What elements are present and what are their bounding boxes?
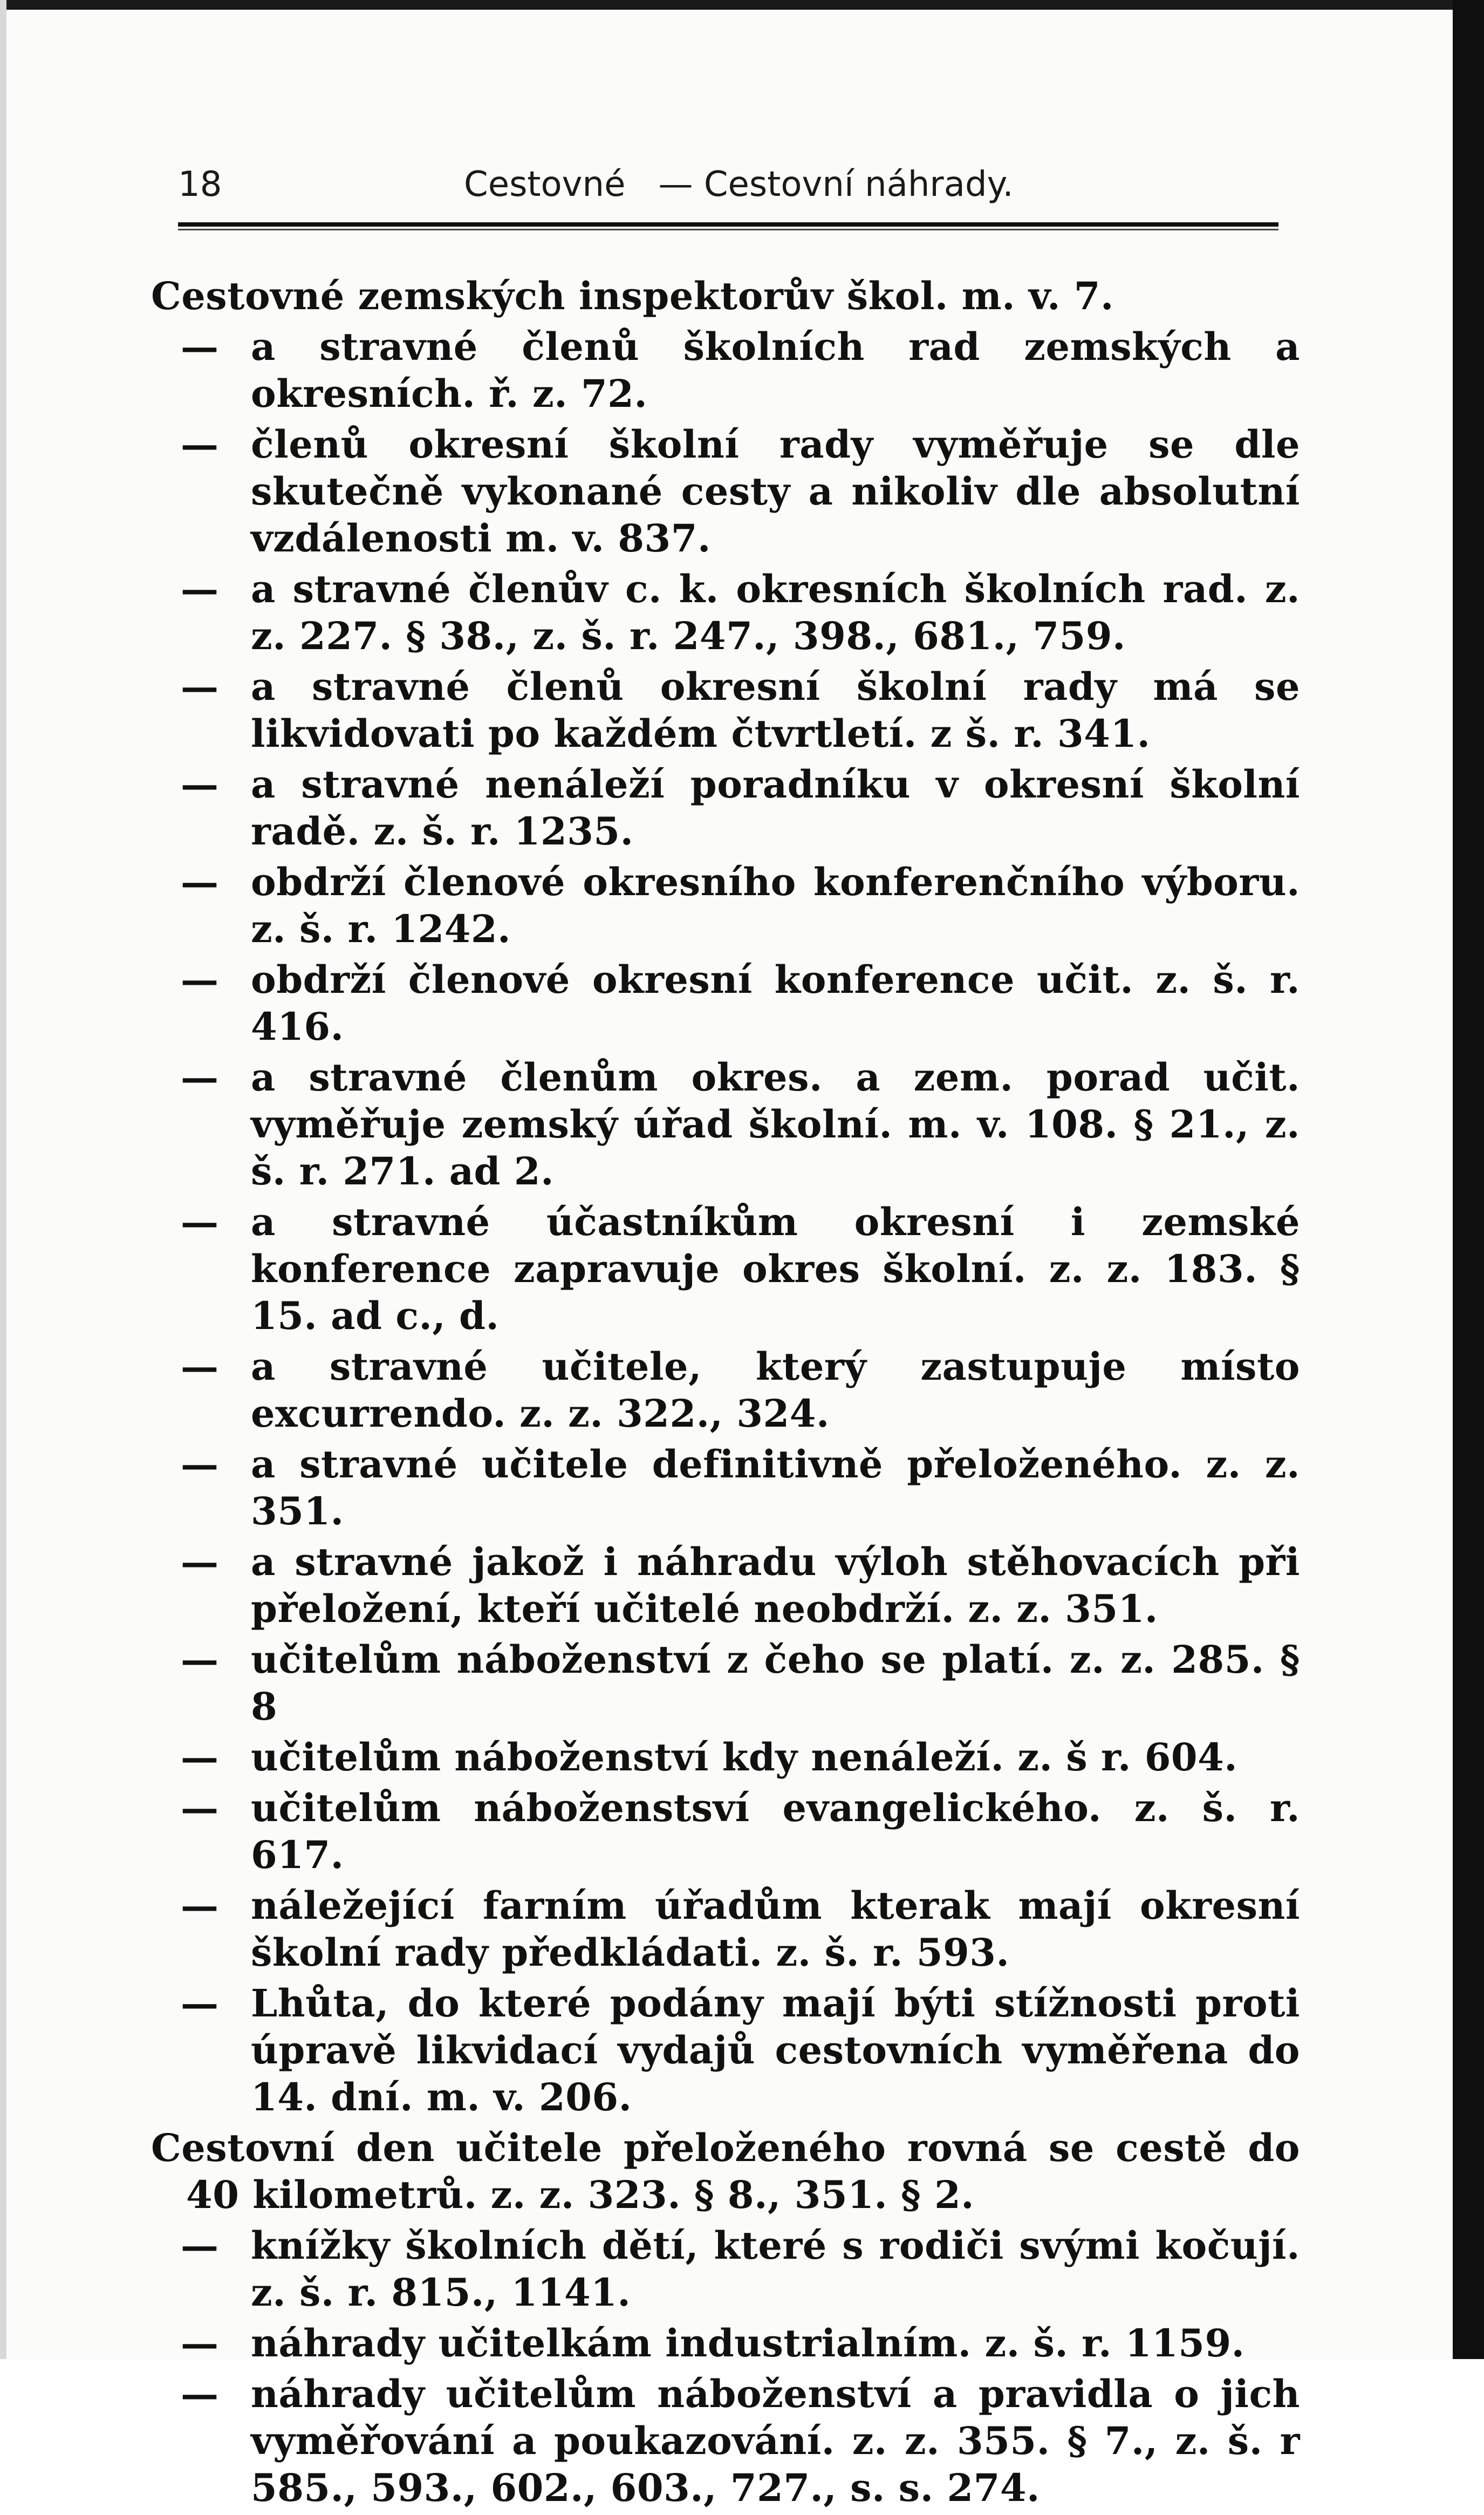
dash-marker: —: [181, 1735, 219, 1780]
entry-text: a stravné účastníkům okresní i zemské konference zapravuje okres školní. z. z. 183. § 15. ad c., d.: [251, 1199, 1300, 1338]
running-header: [178, 158, 1278, 212]
dash-marker: —: [181, 1981, 219, 2026]
entry-text: obdrží členové okresní konference učit. z. š. r. 416.: [251, 957, 1300, 1049]
entry-text: a stravné členům okres. a zem. porad učit. vyměřuje zemský úřad školní. m. v. 108. § 21., z. š. r. 271. ad 2.: [251, 1055, 1300, 1194]
dash-marker: —: [181, 1344, 219, 1389]
entry-text: Cestovné zemských inspektorův škol. m. v. 7.: [151, 274, 1114, 318]
header-rule-thin: [178, 229, 1278, 230]
entry-text: a stravné nenáleží poradníku v okresní školní radě. z. š. r. 1235.: [251, 762, 1300, 854]
entry-text: členů okresní školní rady vyměřuje se dle skutečně vykonané cesty a nikoliv dle absolutní vzdálenosti m. v. 837.: [251, 422, 1300, 561]
index-subentry: [151, 1734, 1300, 1781]
index-subentry: [151, 421, 1300, 562]
dash-marker: —: [181, 1883, 219, 1928]
dash-marker: —: [181, 860, 219, 904]
index-subentry: [151, 1343, 1300, 1437]
index-subentry: [151, 1441, 1300, 1535]
entry-text: učitelům náboženství kdy nenáleží. z. š r. 604.: [251, 1735, 1238, 1780]
index-subentry: [151, 2370, 1300, 2511]
index-subentry: [151, 663, 1300, 757]
dash-marker: —: [181, 1199, 219, 1244]
dash-marker: —: [181, 664, 219, 709]
entry-text: náležející farním úřadům kterak mají okresní školní rady předkládati. z. š. r. 593.: [251, 1883, 1300, 1975]
index-subentry: [151, 1636, 1300, 1730]
running-title: Cestovné — Cestovní náhrady.: [464, 165, 1014, 205]
dash-marker: —: [181, 1055, 219, 1100]
index-subentry: [151, 956, 1300, 1050]
dash-marker: —: [181, 2321, 219, 2366]
index-entry: [151, 272, 1300, 319]
index-subentry: [151, 1198, 1300, 1339]
dash-marker: —: [181, 567, 219, 611]
entry-text: a stravné členův c. k. okresních školních rad. z. z. 227. § 38., z. š. r. 247., 398., 681., 759.: [251, 567, 1300, 658]
index-subentry: [151, 1980, 1300, 2121]
dash-marker: —: [181, 1785, 219, 1830]
entry-text: a stravné jakož i náhradu výloh stěhovacích při přeložení, kteří učitelé neobdrží. z. z. 351.: [251, 1539, 1300, 1631]
index-subentry: [151, 2320, 1300, 2367]
dash-marker: —: [181, 2371, 219, 2416]
entry-text: a stravné členů okresní školní rady má se likvidovati po každém čtvrtletí. z š. r. 341.: [251, 664, 1300, 756]
dash-marker: —: [181, 324, 219, 369]
entry-text: učitelům náboženství z čeho se platí. z. z. 285. § 8: [251, 1637, 1300, 1729]
entry-text: a stravné učitele, který zastupuje místo excurrendo. z. z. 322., 324.: [251, 1344, 1300, 1436]
dash-marker: —: [181, 762, 219, 807]
index-subentry: [151, 858, 1300, 952]
entry-text: obdrží členové okresního konferenčního výboru. z. š. r. 1242.: [251, 860, 1300, 951]
scan-border-left: [0, 0, 6, 2359]
dash-marker: —: [181, 2223, 219, 2268]
entry-text: Lhůta, do které podány mají býti stížnosti proti úpravě likvidací vydajů cestovních vyměřena do 14. dní. m. v. 206.: [251, 1981, 1300, 2119]
entry-text: knížky školních dětí, které s rodiči svými kočují. z. š. r. 815., 1141.: [251, 2223, 1300, 2315]
index-subentry: [151, 565, 1300, 659]
index-subentry: [151, 1882, 1300, 1976]
dash-marker: —: [181, 1539, 219, 1584]
entry-text: a stravné členů školních rad zemských a okresních. ř. z. 72.: [251, 324, 1300, 416]
index-subentry: [151, 1784, 1300, 1878]
scan-border-right: [1453, 0, 1484, 2359]
page-number: 18: [178, 165, 222, 205]
index-entry: [151, 2124, 1300, 2218]
index-subentry: [151, 761, 1300, 855]
entry-text: náhrady učitelkám industrialním. z. š. r. 1159.: [251, 2321, 1245, 2366]
header-rule: [178, 222, 1278, 227]
entry-text: náhrady učitelům náboženství a pravidla o jich vyměřování a poukazování. z. z. 355. § 7., z. š. r 585., 593., 602., 603., 727., s. s. 274.: [251, 2371, 1300, 2510]
index-subentry: [151, 1054, 1300, 1195]
scan-border-top: [0, 0, 1484, 10]
dash-marker: —: [181, 422, 219, 467]
entry-text: Cestovní den učitele přeloženého rovná se cestě do 40 kilometrů. z. z. 323. § 8., 351. § 2.: [151, 2125, 1300, 2217]
index-subentry: [151, 1538, 1300, 1632]
index-subentry: [151, 323, 1300, 417]
dash-marker: —: [181, 957, 219, 1002]
entry-text: učitelům náboženstsví evangelického. z. š. r. 617.: [251, 1785, 1300, 1877]
index-entries: [151, 272, 1300, 2515]
dash-marker: —: [181, 1442, 219, 1487]
dash-marker: —: [181, 1637, 219, 1682]
index-subentry: [151, 2222, 1300, 2316]
entry-text: a stravné učitele definitivně přeloženého. z. z. 351.: [251, 1442, 1300, 1533]
